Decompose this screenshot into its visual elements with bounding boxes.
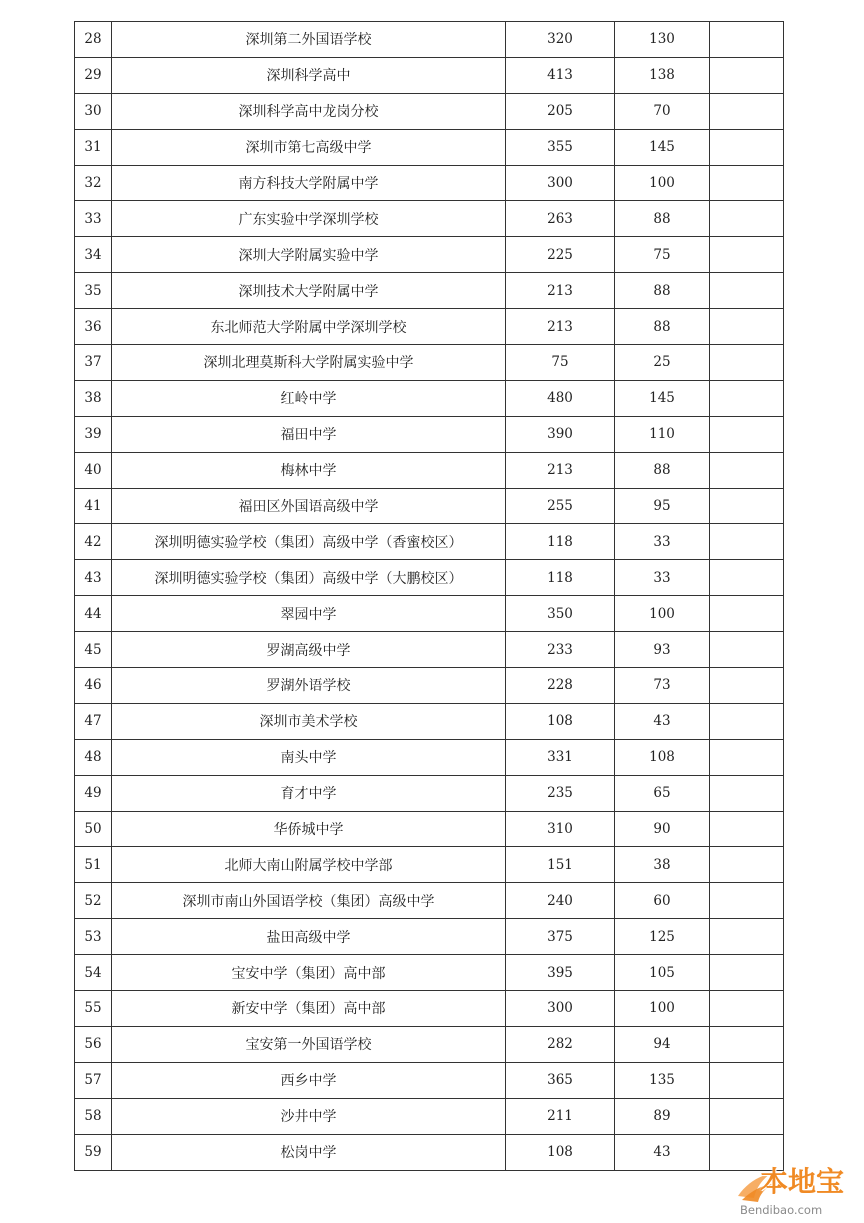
quota-table	[74, 21, 784, 1171]
row-number-cell: 44	[75, 596, 112, 632]
plan-b-cell: 94	[615, 1026, 710, 1062]
school-name-cell: 深圳大学附属实验中学	[112, 237, 506, 273]
plan-a-cell: 365	[506, 1062, 615, 1098]
school-name-cell: 东北师范大学附属中学深圳学校	[112, 309, 506, 345]
plan-a-cell: 263	[506, 201, 615, 237]
plan-a-cell: 213	[506, 273, 615, 309]
plan-b-cell: 125	[615, 919, 710, 955]
plan-b-cell: 70	[615, 93, 710, 129]
plan-b-cell: 95	[615, 488, 710, 524]
note-cell	[710, 93, 784, 129]
note-cell	[710, 524, 784, 560]
plan-a-cell: 331	[506, 739, 615, 775]
plan-b-cell: 145	[615, 380, 710, 416]
table-row	[75, 1026, 784, 1062]
row-number-cell: 30	[75, 93, 112, 129]
plan-b-cell: 33	[615, 560, 710, 596]
table-row	[75, 739, 784, 775]
school-name-cell: 深圳科学高中龙岗分校	[112, 93, 506, 129]
table-row	[75, 775, 784, 811]
plan-b-cell: 33	[615, 524, 710, 560]
table-row	[75, 1134, 784, 1170]
plan-a-cell: 282	[506, 1026, 615, 1062]
table-body	[75, 22, 784, 1171]
school-name-cell: 广东实验中学深圳学校	[112, 201, 506, 237]
plan-a-cell: 350	[506, 596, 615, 632]
note-cell	[710, 1062, 784, 1098]
plan-a-cell: 213	[506, 452, 615, 488]
plan-a-cell: 205	[506, 93, 615, 129]
note-cell	[710, 811, 784, 847]
plan-a-cell: 151	[506, 847, 615, 883]
table-row	[75, 955, 784, 991]
plan-a-cell: 375	[506, 919, 615, 955]
plan-b-cell: 43	[615, 1134, 710, 1170]
school-name-cell: 福田中学	[112, 416, 506, 452]
plan-b-cell: 43	[615, 703, 710, 739]
note-cell	[710, 57, 784, 93]
note-cell	[710, 380, 784, 416]
note-cell	[710, 883, 784, 919]
table-row	[75, 883, 784, 919]
plan-a-cell: 255	[506, 488, 615, 524]
row-number-cell: 43	[75, 560, 112, 596]
note-cell	[710, 201, 784, 237]
row-number-cell: 39	[75, 416, 112, 452]
plan-a-cell: 108	[506, 1134, 615, 1170]
table-row	[75, 380, 784, 416]
watermark-url: Bendibao.com	[740, 1203, 823, 1217]
plan-a-cell: 233	[506, 632, 615, 668]
note-cell	[710, 309, 784, 345]
table-row	[75, 93, 784, 129]
table-row	[75, 1098, 784, 1134]
row-number-cell: 45	[75, 632, 112, 668]
table-row	[75, 991, 784, 1027]
row-number-cell: 34	[75, 237, 112, 273]
plan-a-cell: 211	[506, 1098, 615, 1134]
plan-a-cell: 235	[506, 775, 615, 811]
plan-b-cell: 25	[615, 345, 710, 381]
plan-a-cell: 118	[506, 560, 615, 596]
school-name-cell: 罗湖高级中学	[112, 632, 506, 668]
plan-b-cell: 88	[615, 309, 710, 345]
plan-b-cell: 88	[615, 452, 710, 488]
school-name-cell: 育才中学	[112, 775, 506, 811]
row-number-cell: 42	[75, 524, 112, 560]
school-name-cell: 盐田高级中学	[112, 919, 506, 955]
plan-b-cell: 90	[615, 811, 710, 847]
note-cell	[710, 345, 784, 381]
table-row	[75, 703, 784, 739]
school-name-cell: 南头中学	[112, 739, 506, 775]
plan-a-cell: 300	[506, 165, 615, 201]
plan-b-cell: 60	[615, 883, 710, 919]
plan-b-cell: 130	[615, 22, 710, 58]
plan-b-cell: 88	[615, 273, 710, 309]
plan-b-cell: 100	[615, 165, 710, 201]
plan-a-cell: 395	[506, 955, 615, 991]
plan-b-cell: 65	[615, 775, 710, 811]
plan-b-cell: 145	[615, 129, 710, 165]
row-number-cell: 32	[75, 165, 112, 201]
table-row	[75, 488, 784, 524]
plan-a-cell: 213	[506, 309, 615, 345]
bendibao-watermark	[736, 1162, 862, 1220]
note-cell	[710, 560, 784, 596]
school-name-cell: 北师大南山附属学校中学部	[112, 847, 506, 883]
note-cell	[710, 22, 784, 58]
table-row	[75, 452, 784, 488]
row-number-cell: 49	[75, 775, 112, 811]
row-number-cell: 38	[75, 380, 112, 416]
table-row	[75, 165, 784, 201]
plan-a-cell: 355	[506, 129, 615, 165]
row-number-cell: 50	[75, 811, 112, 847]
note-cell	[710, 739, 784, 775]
row-number-cell: 41	[75, 488, 112, 524]
row-number-cell: 52	[75, 883, 112, 919]
school-name-cell: 深圳市南山外国语学校（集团）高级中学	[112, 883, 506, 919]
note-cell	[710, 488, 784, 524]
note-cell	[710, 452, 784, 488]
row-number-cell: 35	[75, 273, 112, 309]
school-name-cell: 深圳技术大学附属中学	[112, 273, 506, 309]
plan-a-cell: 108	[506, 703, 615, 739]
school-name-cell: 罗湖外语学校	[112, 668, 506, 704]
plan-a-cell: 240	[506, 883, 615, 919]
plan-b-cell: 75	[615, 237, 710, 273]
plan-b-cell: 105	[615, 955, 710, 991]
school-name-cell: 深圳北理莫斯科大学附属实验中学	[112, 345, 506, 381]
school-name-cell: 深圳明德实验学校（集团）高级中学（香蜜校区）	[112, 524, 506, 560]
plan-a-cell: 300	[506, 991, 615, 1027]
school-name-cell: 红岭中学	[112, 380, 506, 416]
row-number-cell: 59	[75, 1134, 112, 1170]
note-cell	[710, 919, 784, 955]
plan-b-cell: 88	[615, 201, 710, 237]
note-cell	[710, 237, 784, 273]
plan-b-cell: 108	[615, 739, 710, 775]
row-number-cell: 57	[75, 1062, 112, 1098]
note-cell	[710, 955, 784, 991]
watermark-title: 本地宝	[760, 1165, 845, 1198]
plan-b-cell: 93	[615, 632, 710, 668]
table-row	[75, 668, 784, 704]
school-name-cell: 新安中学（集团）高中部	[112, 991, 506, 1027]
row-number-cell: 48	[75, 739, 112, 775]
note-cell	[710, 775, 784, 811]
note-cell	[710, 991, 784, 1027]
row-number-cell: 55	[75, 991, 112, 1027]
plan-a-cell: 118	[506, 524, 615, 560]
school-name-cell: 西乡中学	[112, 1062, 506, 1098]
table-row	[75, 560, 784, 596]
note-cell	[710, 1026, 784, 1062]
note-cell	[710, 596, 784, 632]
note-cell	[710, 165, 784, 201]
table-row	[75, 22, 784, 58]
note-cell	[710, 1098, 784, 1134]
note-cell	[710, 703, 784, 739]
table-row	[75, 1062, 784, 1098]
school-name-cell: 深圳科学高中	[112, 57, 506, 93]
plan-a-cell: 75	[506, 345, 615, 381]
row-number-cell: 37	[75, 345, 112, 381]
note-cell	[710, 273, 784, 309]
table-row	[75, 345, 784, 381]
row-number-cell: 53	[75, 919, 112, 955]
plan-a-cell: 480	[506, 380, 615, 416]
row-number-cell: 56	[75, 1026, 112, 1062]
plan-b-cell: 100	[615, 596, 710, 632]
table-row	[75, 416, 784, 452]
school-name-cell: 宝安第一外国语学校	[112, 1026, 506, 1062]
row-number-cell: 29	[75, 57, 112, 93]
plan-a-cell: 320	[506, 22, 615, 58]
school-name-cell: 深圳第二外国语学校	[112, 22, 506, 58]
table-row	[75, 524, 784, 560]
row-number-cell: 40	[75, 452, 112, 488]
school-name-cell: 深圳市第七高级中学	[112, 129, 506, 165]
table-row	[75, 632, 784, 668]
plan-b-cell: 89	[615, 1098, 710, 1134]
school-name-cell: 福田区外国语高级中学	[112, 488, 506, 524]
note-cell	[710, 632, 784, 668]
table-row	[75, 309, 784, 345]
school-name-cell: 华侨城中学	[112, 811, 506, 847]
plan-a-cell: 228	[506, 668, 615, 704]
note-cell	[710, 847, 784, 883]
table-row	[75, 596, 784, 632]
school-name-cell: 深圳明德实验学校（集团）高级中学（大鹏校区）	[112, 560, 506, 596]
plan-b-cell: 73	[615, 668, 710, 704]
school-name-cell: 梅林中学	[112, 452, 506, 488]
plan-b-cell: 110	[615, 416, 710, 452]
row-number-cell: 58	[75, 1098, 112, 1134]
school-name-cell: 南方科技大学附属中学	[112, 165, 506, 201]
school-name-cell: 深圳市美术学校	[112, 703, 506, 739]
row-number-cell: 51	[75, 847, 112, 883]
plan-b-cell: 100	[615, 991, 710, 1027]
plan-b-cell: 138	[615, 57, 710, 93]
school-name-cell: 沙井中学	[112, 1098, 506, 1134]
row-number-cell: 28	[75, 22, 112, 58]
note-cell	[710, 668, 784, 704]
table-row	[75, 919, 784, 955]
school-name-cell: 翠园中学	[112, 596, 506, 632]
plan-b-cell: 135	[615, 1062, 710, 1098]
note-cell	[710, 416, 784, 452]
school-name-cell: 宝安中学（集团）高中部	[112, 955, 506, 991]
row-number-cell: 54	[75, 955, 112, 991]
row-number-cell: 36	[75, 309, 112, 345]
plan-a-cell: 413	[506, 57, 615, 93]
table-row	[75, 273, 784, 309]
row-number-cell: 47	[75, 703, 112, 739]
row-number-cell: 33	[75, 201, 112, 237]
table-row	[75, 237, 784, 273]
plan-a-cell: 225	[506, 237, 615, 273]
table-row	[75, 129, 784, 165]
plan-a-cell: 390	[506, 416, 615, 452]
row-number-cell: 31	[75, 129, 112, 165]
note-cell	[710, 129, 784, 165]
table-row	[75, 57, 784, 93]
plan-b-cell: 38	[615, 847, 710, 883]
table-row	[75, 811, 784, 847]
table-row	[75, 201, 784, 237]
plan-a-cell: 310	[506, 811, 615, 847]
school-name-cell: 松岗中学	[112, 1134, 506, 1170]
row-number-cell: 46	[75, 668, 112, 704]
table-row	[75, 847, 784, 883]
